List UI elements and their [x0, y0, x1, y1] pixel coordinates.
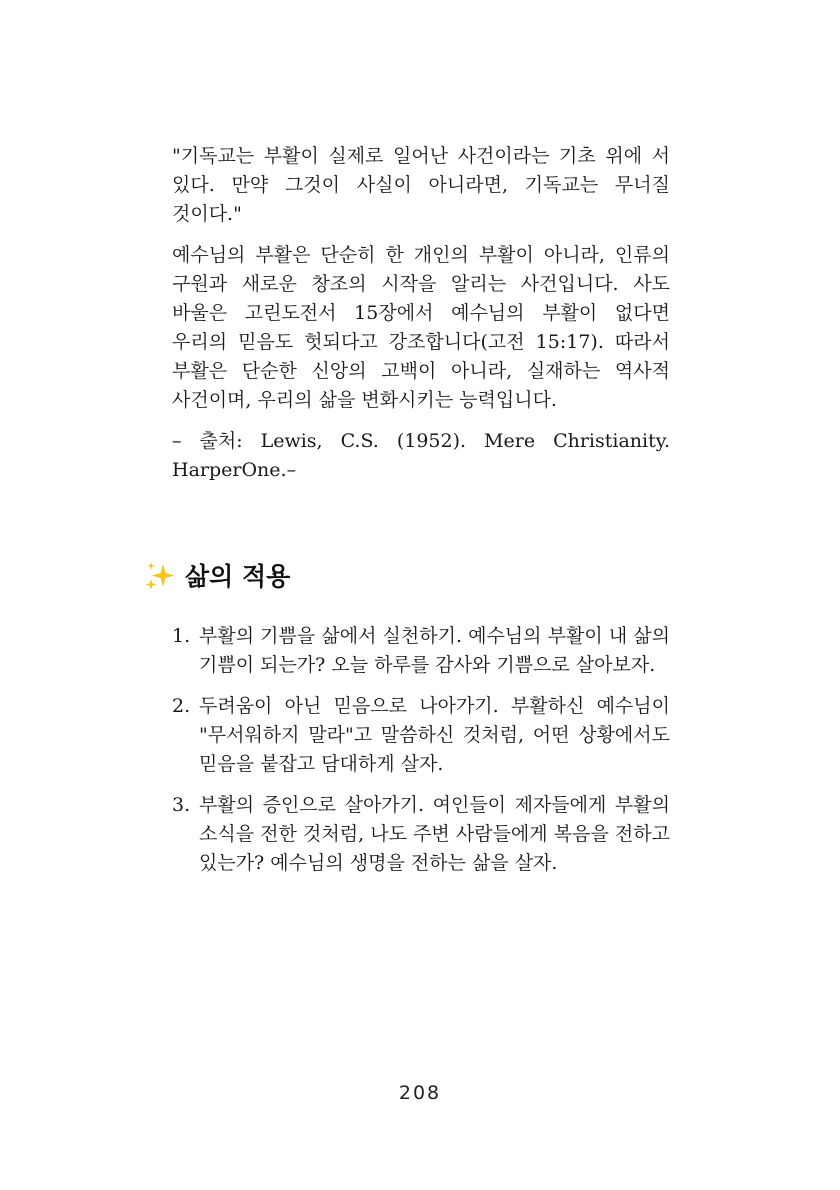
section-heading [143, 560, 290, 594]
list-item-number: 2. [172, 695, 191, 717]
list-item-number: 1. [172, 625, 191, 647]
list-item [172, 791, 670, 878]
quote-paragraph: "기독교는 부활이 실제로 일어난 사건이라는 기초 위에 서 있다. 만약 그것이 사실이 아니라면, 기독교는 무너질 것이다." [172, 145, 670, 225]
body-text [172, 142, 670, 497]
list-item-text: 두려움이 아닌 믿음으로 나아가기. 부활하신 예수님이 "무서워하지 말라"고 말씀하신 것처럼, 어떤 상황에서도 믿음을 붙잡고 담대하게 살자. [199, 695, 670, 775]
sparkles-icon [143, 560, 177, 594]
list-item-text: 부활의 기쁨을 삶에서 실천하기. 예수님의 부활이 내 삶의 기쁨이 되는가? 오늘 하루를 감사와 기쁨으로 살아보자. [199, 625, 670, 676]
list-item-text: 부활의 증인으로 살아가기. 여인들이 제자들에게 부활의 소식을 전한 것처럼, 나도 주변 사람들에게 복음을 전하고 있는가? 예수님의 생명을 전하는 삶을 살자. [199, 794, 670, 874]
page-number: 208 [398, 1082, 442, 1104]
source-citation: – 출처: Lewis, C.S. (1952). Mere Christianity. HarperOne.– [172, 430, 670, 481]
list-item [172, 622, 670, 680]
application-list [172, 622, 670, 890]
list-item [172, 692, 670, 779]
list-item-number: 3. [172, 794, 191, 816]
section-title: 삶의 적용 [185, 562, 291, 591]
explanation-paragraph: 예수님의 부활은 단순히 한 개인의 부활이 아니라, 인류의 구원과 새로운 창조의 시작을 알리는 사건입니다. 사도 바울은 고린도전서 15장에서 예수님의 부활이 없다면 우리의 믿음도 헛되다고 강조합니다(고전 15:17). 따라서 부활은 단순한 신앙의 고백이 아니라, 실재하는 역사적 사건이며, 우리의 삶을 변화시키는 능력입니다. [172, 244, 670, 411]
